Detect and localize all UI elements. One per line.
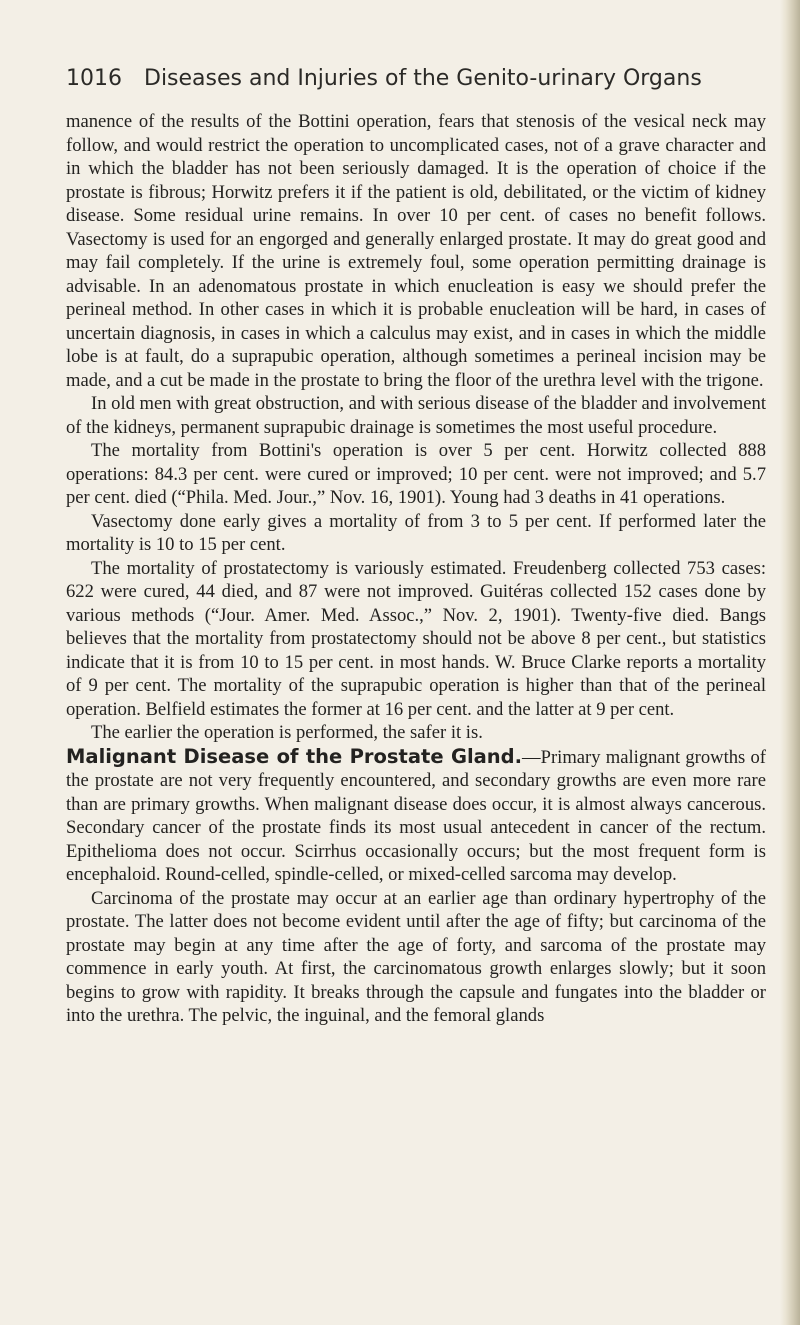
page-edge <box>780 0 800 1325</box>
paragraph: The mortality of prostatectomy is variously estimated. Freudenberg collected 753 cases: 622 were cured, 44 died, and 87 were not improved. Guitéras collected 152 cases done by various methods (“Jour. Amer. Med. Assoc.,” Nov. 2, 1901). Twenty-five died. Bangs believes that the mortality from prostatectomy should not be above 8 per cent., but statistics indicate that it is from 10 to 15 per cent. in most hands. W. Bruce Clarke reports a mortality of 9 per cent. The mortality of the suprapubic operation is higher than that of the perineal operation. Belfield estimates the former at 16 per cent. and the latter at 9 per cent. <box>66 557 766 720</box>
section-heading: Malignant Disease of the Prostate Gland. <box>66 744 523 768</box>
running-title: Diseases and Injuries of the Genito-urinary Organs <box>144 66 702 91</box>
paragraph-continued: manence of the results of the Bottini operation, fears that stenosis of the vesical neck may follow, and would restrict the operation to uncomplicated cases, not of a grave character and in which the bladder has not been seriously damaged. It is the operation of choice if the prostate is fibrous; Horwitz prefers it if the patient is old, debilitated, or the victim of kidney disease. Some residual urine remains. In over 10 per cent. of cases no benefit follows. Vasectomy is used for an engorged and generally enlarged prostate. It may do great good and may fail completely. If the urine is extremely foul, some operation permitting drainage is advisable. In an adenomatous prostate in which enucleation is easy we should prefer the perineal method. In other cases in which it is probable enucleation will be hard, in cases of uncertain diagnosis, in cases in which a calculus may exist, and in cases in which the middle lobe is at fault, do a suprapubic operation, although sometimes a perineal incision may be made, and a cut be made in the prostate to bring the floor of the urethra level with the trigone. <box>66 111 766 391</box>
running-header <box>66 66 756 91</box>
paragraph: Vasectomy done early gives a mortality of from 3 to 5 per cent. If performed later the mortality is 10 to 15 per cent. <box>66 510 766 555</box>
paragraph: The mortality from Bottini's operation is over 5 per cent. Horwitz collected 888 operations: 84.3 per cent. were cured or improved; 10 per cent. were not improved; and 5.7 per cent. died (“Phila. Med. Jour.,” Nov. 16, 1901). Young had 3 deaths in 41 operations. <box>66 440 766 508</box>
body-text <box>66 110 766 1028</box>
page-number: 1016 <box>66 66 122 91</box>
malignant-disease-paragraph <box>66 745 766 887</box>
malignant-disease-text: —Primary malignant growths of the prostate are not very frequently encountered, and secondary growths are even more rare than are primary growths. When malignant disease does occur, it is almost always cancerous. Secondary cancer of the prostate finds its most usual antecedent in cancer of the rectum. Epithelioma does not occur. Scirrhus occasionally occurs; but the most frequent form is encephaloid. Round-celled, spindle-celled, or mixed-celled sarcoma may develop. <box>66 746 766 885</box>
paragraph: Carcinoma of the prostate may occur at an earlier age than ordinary hypertrophy of the prostate. The latter does not become evident until after the age of fifty; but carcinoma of the prostate may begin at any time after the age of forty, and sarcoma of the prostate may commence in early youth. At first, the carcinomatous growth enlarges slowly; but it soon begins to grow with rapidity. It breaks through the capsule and fungates into the bladder or into the urethra. The pelvic, the inguinal, and the femoral glands <box>66 887 766 1026</box>
paragraph: In old men with great obstruction, and with serious disease of the bladder and involvement of the kidneys, permanent suprapubic drainage is sometimes the most useful procedure. <box>66 393 766 438</box>
paragraph: The earlier the operation is performed, the safer it is. <box>91 722 483 743</box>
